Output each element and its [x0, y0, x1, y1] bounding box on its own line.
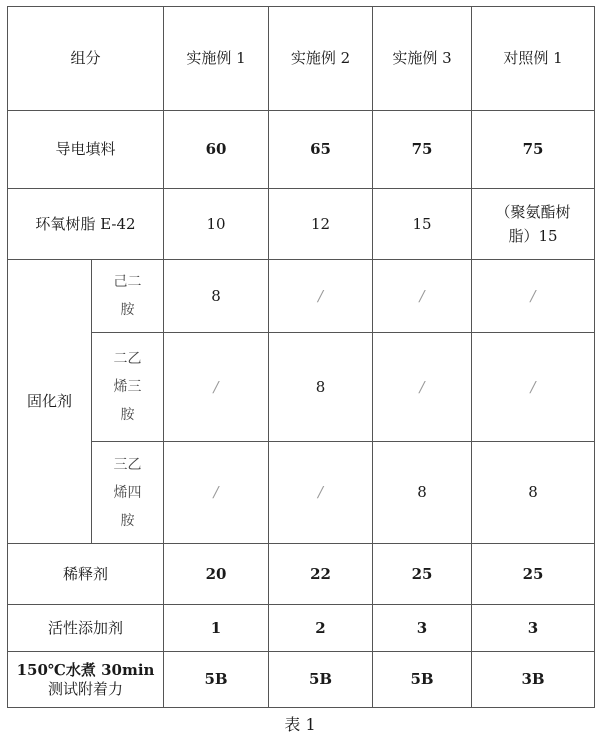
label-epoxy: 环氧树脂 E-42 — [8, 189, 164, 260]
cell-deta-2: 8 — [269, 333, 373, 442]
deta-line3: 胺 — [120, 407, 135, 423]
header-row — [8, 7, 595, 111]
row-curing-teta — [8, 442, 595, 544]
label-hexanediamine — [92, 260, 164, 333]
row-adhesion-test — [8, 652, 595, 708]
cell-hexane-1: 8 — [164, 260, 269, 333]
table-caption: 表 1 — [284, 715, 316, 734]
cell-teta-3: 8 — [373, 442, 472, 544]
cell-diluent-2: 22 — [269, 544, 373, 605]
cell-teta-4: 8 — [472, 442, 595, 544]
adhesion-line2: 测试附着力 — [48, 679, 124, 698]
cell-epoxy-4-line1: （聚氨酯树 — [495, 203, 571, 221]
cell-diluent-4: 25 — [472, 544, 595, 605]
row-curing-deta — [8, 333, 595, 442]
cell-diluent-3: 25 — [373, 544, 472, 605]
teta-line2: 烯四 — [113, 484, 142, 501]
cell-epoxy-4-line2: 脂）15 — [508, 227, 558, 245]
row-curing-hexane — [8, 260, 595, 333]
cell-hexane-3: / — [373, 260, 472, 333]
cell-epoxy-4 — [472, 189, 595, 260]
label-adhesion-test — [8, 652, 164, 708]
teta-line3: 胺 — [120, 512, 135, 529]
cell-additive-1: 1 — [164, 605, 269, 652]
label-diluent: 稀释剂 — [8, 544, 164, 605]
deta-line2: 烯三 — [113, 379, 142, 395]
cell-teta-1: / — [164, 442, 269, 544]
cell-adhesion-2: 5B — [269, 652, 373, 708]
adhesion-line1: 150℃水煮 30min — [16, 660, 155, 679]
header-example-1: 实施例 1 — [164, 7, 269, 111]
cell-filler-4: 75 — [472, 111, 595, 189]
header-example-3: 实施例 3 — [373, 7, 472, 111]
row-conductive-filler — [8, 111, 595, 189]
header-control-1: 对照例 1 — [472, 7, 595, 111]
cell-filler-2: 65 — [269, 111, 373, 189]
cell-additive-2: 2 — [269, 605, 373, 652]
label-triethylenetetramine — [92, 442, 164, 544]
deta-line1: 二乙 — [113, 351, 142, 367]
cell-additive-3: 3 — [373, 605, 472, 652]
label-conductive-filler: 导电填料 — [8, 111, 164, 189]
cell-hexane-2: / — [269, 260, 373, 333]
cell-epoxy-1: 10 — [164, 189, 269, 260]
label-curing-agent: 固化剂 — [8, 260, 92, 544]
cell-hexane-4: / — [472, 260, 595, 333]
hexane-line2: 胺 — [120, 302, 135, 318]
composition-table — [7, 6, 595, 708]
cell-adhesion-4: 3B — [472, 652, 595, 708]
hexane-line1: 己二 — [113, 274, 142, 290]
cell-deta-4: / — [472, 333, 595, 442]
cell-adhesion-1: 5B — [164, 652, 269, 708]
cell-adhesion-3: 5B — [373, 652, 472, 708]
header-example-2: 实施例 2 — [269, 7, 373, 111]
label-diethylenetriamine — [92, 333, 164, 442]
cell-filler-1: 60 — [164, 111, 269, 189]
header-component: 组分 — [8, 7, 164, 111]
row-active-additive — [8, 605, 595, 652]
cell-filler-3: 75 — [373, 111, 472, 189]
teta-line1: 三乙 — [113, 456, 142, 473]
cell-additive-4: 3 — [472, 605, 595, 652]
cell-epoxy-2: 12 — [269, 189, 373, 260]
cell-diluent-1: 20 — [164, 544, 269, 605]
row-diluent — [8, 544, 595, 605]
cell-deta-3: / — [373, 333, 472, 442]
cell-deta-1: / — [164, 333, 269, 442]
cell-epoxy-3: 15 — [373, 189, 472, 260]
label-active-additive: 活性添加剂 — [8, 605, 164, 652]
cell-teta-2: / — [269, 442, 373, 544]
row-epoxy — [8, 189, 595, 260]
